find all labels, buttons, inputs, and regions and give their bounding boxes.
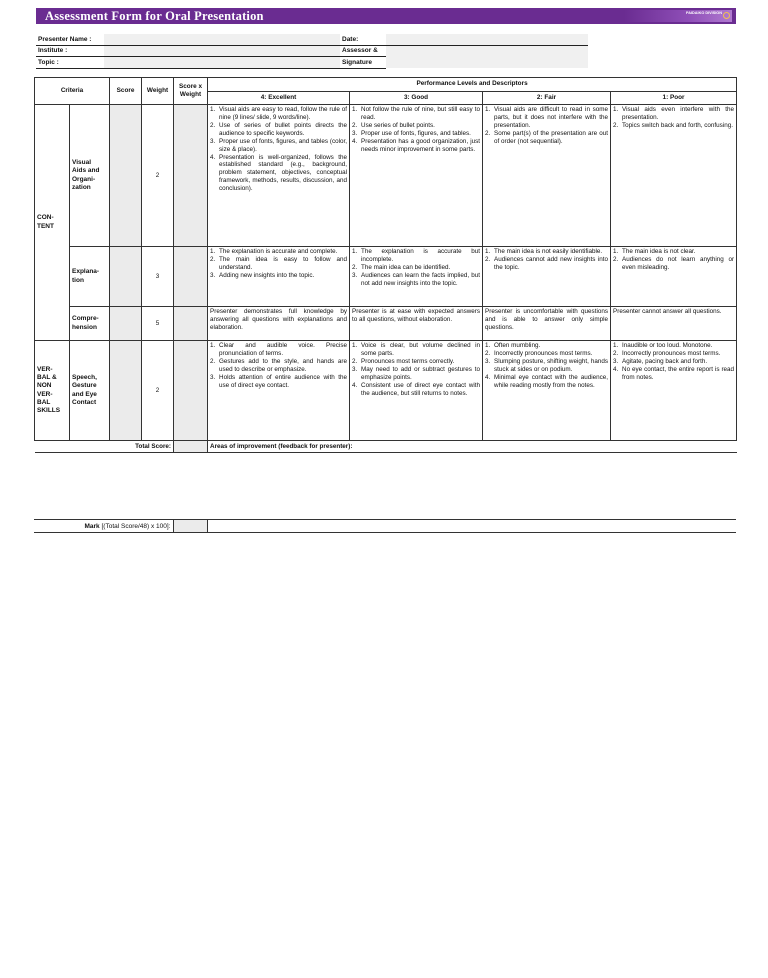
descriptor-excellent: Presenter demonstrates full knowledge by answering all questions with explanations and elaboration. bbox=[208, 307, 350, 341]
descriptor-item: 2. Pronounces most terms correctly. bbox=[352, 357, 455, 365]
score-x-weight-line2: Weight bbox=[179, 91, 202, 98]
total-score-field[interactable] bbox=[174, 441, 208, 453]
presenter-name-label: Presenter Name : bbox=[36, 34, 104, 45]
mark-blank bbox=[207, 520, 736, 533]
verbal-label-line: BAL bbox=[37, 398, 51, 406]
descriptor-item: 2. The main idea can be identified. bbox=[352, 263, 451, 271]
speech-criterion bbox=[70, 341, 110, 441]
logo bbox=[624, 10, 732, 22]
descriptor-poor: Presenter cannot answer all questions. bbox=[611, 307, 737, 341]
score-weight-comprehension[interactable] bbox=[174, 307, 208, 341]
score-weight-explanation[interactable] bbox=[174, 247, 208, 307]
descriptor-good bbox=[350, 341, 483, 441]
score-x-weight-line1: Score x bbox=[178, 82, 203, 90]
descriptor-item: 3. Audiences can learn the facts implied, but not add new insights into the topic. bbox=[352, 271, 481, 287]
descriptor-item: 1. Not follow the rule of nine, but still easy to read. bbox=[352, 106, 481, 121]
descriptor-item: 2. Audiences cannot add new insights into the topic. bbox=[485, 255, 609, 271]
excellent-header: 4: Excellent bbox=[208, 92, 350, 105]
institute-label: Institute : bbox=[36, 45, 104, 57]
assessor-signature-field[interactable] bbox=[386, 45, 588, 68]
descriptor-item: 3. Adding new insights into the topic. bbox=[210, 271, 315, 279]
info-fields bbox=[36, 34, 736, 69]
criterion-line: Organi- bbox=[72, 175, 96, 183]
criteria-header: Criteria bbox=[35, 78, 110, 105]
verbal-label-line: BAL & bbox=[37, 374, 57, 382]
descriptor-item: 1. Voice is clear, but volume declined in some parts. bbox=[352, 342, 481, 357]
weight-comprehension: 5 bbox=[142, 307, 174, 341]
explanation-criterion bbox=[70, 247, 110, 307]
descriptor-item: 2. Some part(s) of the presentation are out of order (not sequential). bbox=[485, 129, 609, 145]
weight-explanation: 3 bbox=[142, 247, 174, 307]
logo-emblem-icon bbox=[723, 12, 730, 19]
verbal-label-line: SKILLS bbox=[37, 406, 61, 414]
weight-visual-aids: 2 bbox=[142, 105, 174, 247]
descriptor-item: 2. Use series of bullet points. bbox=[352, 121, 435, 129]
institute-field[interactable] bbox=[104, 45, 340, 57]
descriptor-item: 3. Agitate, pacing back and forth. bbox=[613, 357, 708, 365]
descriptor-excellent bbox=[208, 247, 350, 307]
descriptor-item: 3. Holds attention of entire audience with the use of direct eye contact. bbox=[210, 373, 348, 389]
presenter-name-field[interactable] bbox=[104, 34, 340, 45]
verbal-label-line: VER- bbox=[37, 365, 53, 373]
descriptor-item: 2. Topics switch back and forth, confusing. bbox=[613, 121, 733, 129]
descriptor-item: 2. Use of series of bullet points directs the audience to specific keywords. bbox=[210, 121, 348, 137]
descriptor-item: 1. Visual aids even interfere with the presentation. bbox=[613, 106, 735, 121]
descriptor-item: 1. Visual aids are easy to read, follow the rule of nine (9 lines/ slide, 9 words/line). bbox=[210, 106, 348, 121]
content-label-line: CON- bbox=[37, 214, 54, 222]
descriptor-fair: Presenter is uncomfortable with questions and is able to answer only simple questions. bbox=[483, 307, 611, 341]
topic-field[interactable] bbox=[104, 57, 340, 69]
score-header: Score bbox=[110, 78, 142, 105]
date-label: Date: bbox=[340, 34, 386, 45]
descriptor-excellent bbox=[208, 105, 350, 247]
criterion-line: Contact bbox=[72, 398, 97, 406]
criterion-line: Compre- bbox=[72, 315, 99, 323]
score-input-visual-aids[interactable] bbox=[110, 105, 142, 247]
descriptor-poor bbox=[611, 105, 737, 247]
total-score-label: Total Score: bbox=[35, 441, 174, 453]
descriptor-item: 4. Minimal eye contact with the audience, while reading mostly from the notes. bbox=[485, 373, 609, 389]
areas-of-improvement-label: Areas of improvement (feedback for presenter): bbox=[208, 441, 737, 453]
descriptor-item: 1. Inaudible or too loud. Monotone. bbox=[613, 342, 713, 349]
descriptor-item: 1. Clear and audible voice. Precise pronunciation of terms. bbox=[210, 342, 348, 357]
descriptor-item: 2. Incorrectly pronounces most terms. bbox=[485, 349, 593, 357]
score-x-weight-header bbox=[174, 78, 208, 105]
comprehension-criterion bbox=[70, 307, 110, 341]
criterion-line: Gesture bbox=[72, 382, 97, 390]
descriptor-item: 3. May need to add or subtract gestures to emphasize points. bbox=[352, 365, 481, 381]
descriptor-good bbox=[350, 247, 483, 307]
descriptor-item: 3. Proper use of fonts, figures, and tables. bbox=[352, 129, 471, 137]
score-weight-visual-aids[interactable] bbox=[174, 105, 208, 247]
content-label-line: TENT bbox=[37, 222, 54, 230]
criterion-line: and Eye bbox=[72, 390, 97, 398]
mark-row bbox=[34, 519, 736, 533]
descriptor-item: 2. The main idea is easy to follow and understand. bbox=[210, 255, 348, 271]
score-input-speech[interactable] bbox=[110, 341, 142, 441]
form-title: Assessment Form for Oral Presentation bbox=[45, 9, 264, 23]
rubric-table bbox=[34, 77, 737, 453]
descriptor-item: 4. Consistent use of direct eye contact with the audience, but still returns to notes. bbox=[352, 381, 481, 397]
criterion-line: zation bbox=[72, 183, 91, 191]
descriptor-good: Presenter is at ease with expected answers to all questions, without elaboration. bbox=[350, 307, 483, 341]
descriptor-item: 2. Audiences do not learn anything or even misleading. bbox=[613, 255, 735, 271]
assessor-label: Assessor & bbox=[340, 45, 386, 57]
score-input-explanation[interactable] bbox=[110, 247, 142, 307]
descriptor-fair bbox=[483, 105, 611, 247]
criterion-line: tion bbox=[72, 276, 84, 284]
descriptor-item: 2. Gestures add to the style, and hands are used to describe or emphasize. bbox=[210, 357, 348, 373]
descriptor-item: 4. No eye contact, the entire report is read from notes. bbox=[613, 365, 735, 381]
descriptor-item: 1. Visual aids are difficult to read in some parts, but it does not interfere with the presentation. bbox=[485, 106, 609, 129]
verbal-label-line: VER- bbox=[37, 390, 53, 398]
mark-field[interactable] bbox=[173, 520, 207, 533]
descriptor-item: 4. Presentation is well-organized, follows the established standard (e.g., background, problem statement, objectives, conceptual framework, methods, results, discussion, and conclusion). bbox=[210, 153, 348, 193]
descriptor-item: 4. Presentation has a good organization, just needs minor improvement in some parts. bbox=[352, 137, 481, 153]
descriptor-item: 3. Proper use of fonts, figures, and tables (color, size & place). bbox=[210, 137, 348, 153]
poor-header: 1: Poor bbox=[611, 92, 737, 105]
descriptor-item: 1. The explanation is accurate and complete. bbox=[210, 248, 338, 255]
criterion-line: Speech, bbox=[72, 374, 97, 382]
descriptor-item: 1. The explanation is accurate but incomplete. bbox=[352, 248, 481, 263]
verbal-label-line: NON bbox=[37, 382, 52, 390]
criterion-line: Explana- bbox=[72, 268, 100, 276]
verbal-skills-category bbox=[35, 341, 70, 441]
criterion-line: hension bbox=[72, 323, 97, 331]
descriptor-poor bbox=[611, 247, 737, 307]
weight-header: Weight bbox=[142, 78, 174, 105]
criterion-line: Aids and bbox=[72, 167, 100, 175]
descriptor-fair bbox=[483, 341, 611, 441]
signature-label: Signature bbox=[340, 57, 386, 69]
descriptor-good bbox=[350, 105, 483, 247]
mark-label bbox=[34, 520, 173, 533]
score-input-comprehension[interactable] bbox=[110, 307, 142, 341]
logo-text: PAIDAIKO DIVISION bbox=[685, 11, 722, 15]
score-weight-speech[interactable] bbox=[174, 341, 208, 441]
fair-header: 2: Fair bbox=[483, 92, 611, 105]
content-category bbox=[35, 105, 70, 341]
weight-speech: 2 bbox=[142, 341, 174, 441]
mark-label-bold: Mark bbox=[84, 522, 100, 530]
good-header: 3: Good bbox=[350, 92, 483, 105]
mark-label-formula: [(Total Score/48) x 100]: bbox=[99, 522, 171, 530]
descriptor-item: 3. Slumping posture, shifting weight, hands stuck at sides or on podium. bbox=[485, 357, 609, 373]
descriptor-item: 1. The main idea is not easily identifiable. bbox=[485, 248, 603, 255]
descriptor-item: 2. Incorrectly pronounces most terms. bbox=[613, 349, 721, 357]
performance-header: Performance Levels and Descriptors bbox=[208, 78, 737, 92]
descriptor-item: 1. The main idea is not clear. bbox=[613, 248, 696, 255]
descriptor-item: 1. Often mumbling. bbox=[485, 342, 541, 349]
descriptor-fair bbox=[483, 247, 611, 307]
title-bar bbox=[36, 8, 736, 24]
topic-label: Topic : bbox=[36, 57, 104, 69]
descriptor-poor bbox=[611, 341, 737, 441]
date-field[interactable] bbox=[386, 34, 588, 45]
visual-aids-criterion bbox=[70, 105, 110, 247]
descriptor-excellent bbox=[208, 341, 350, 441]
criterion-line: Visual bbox=[72, 159, 92, 167]
